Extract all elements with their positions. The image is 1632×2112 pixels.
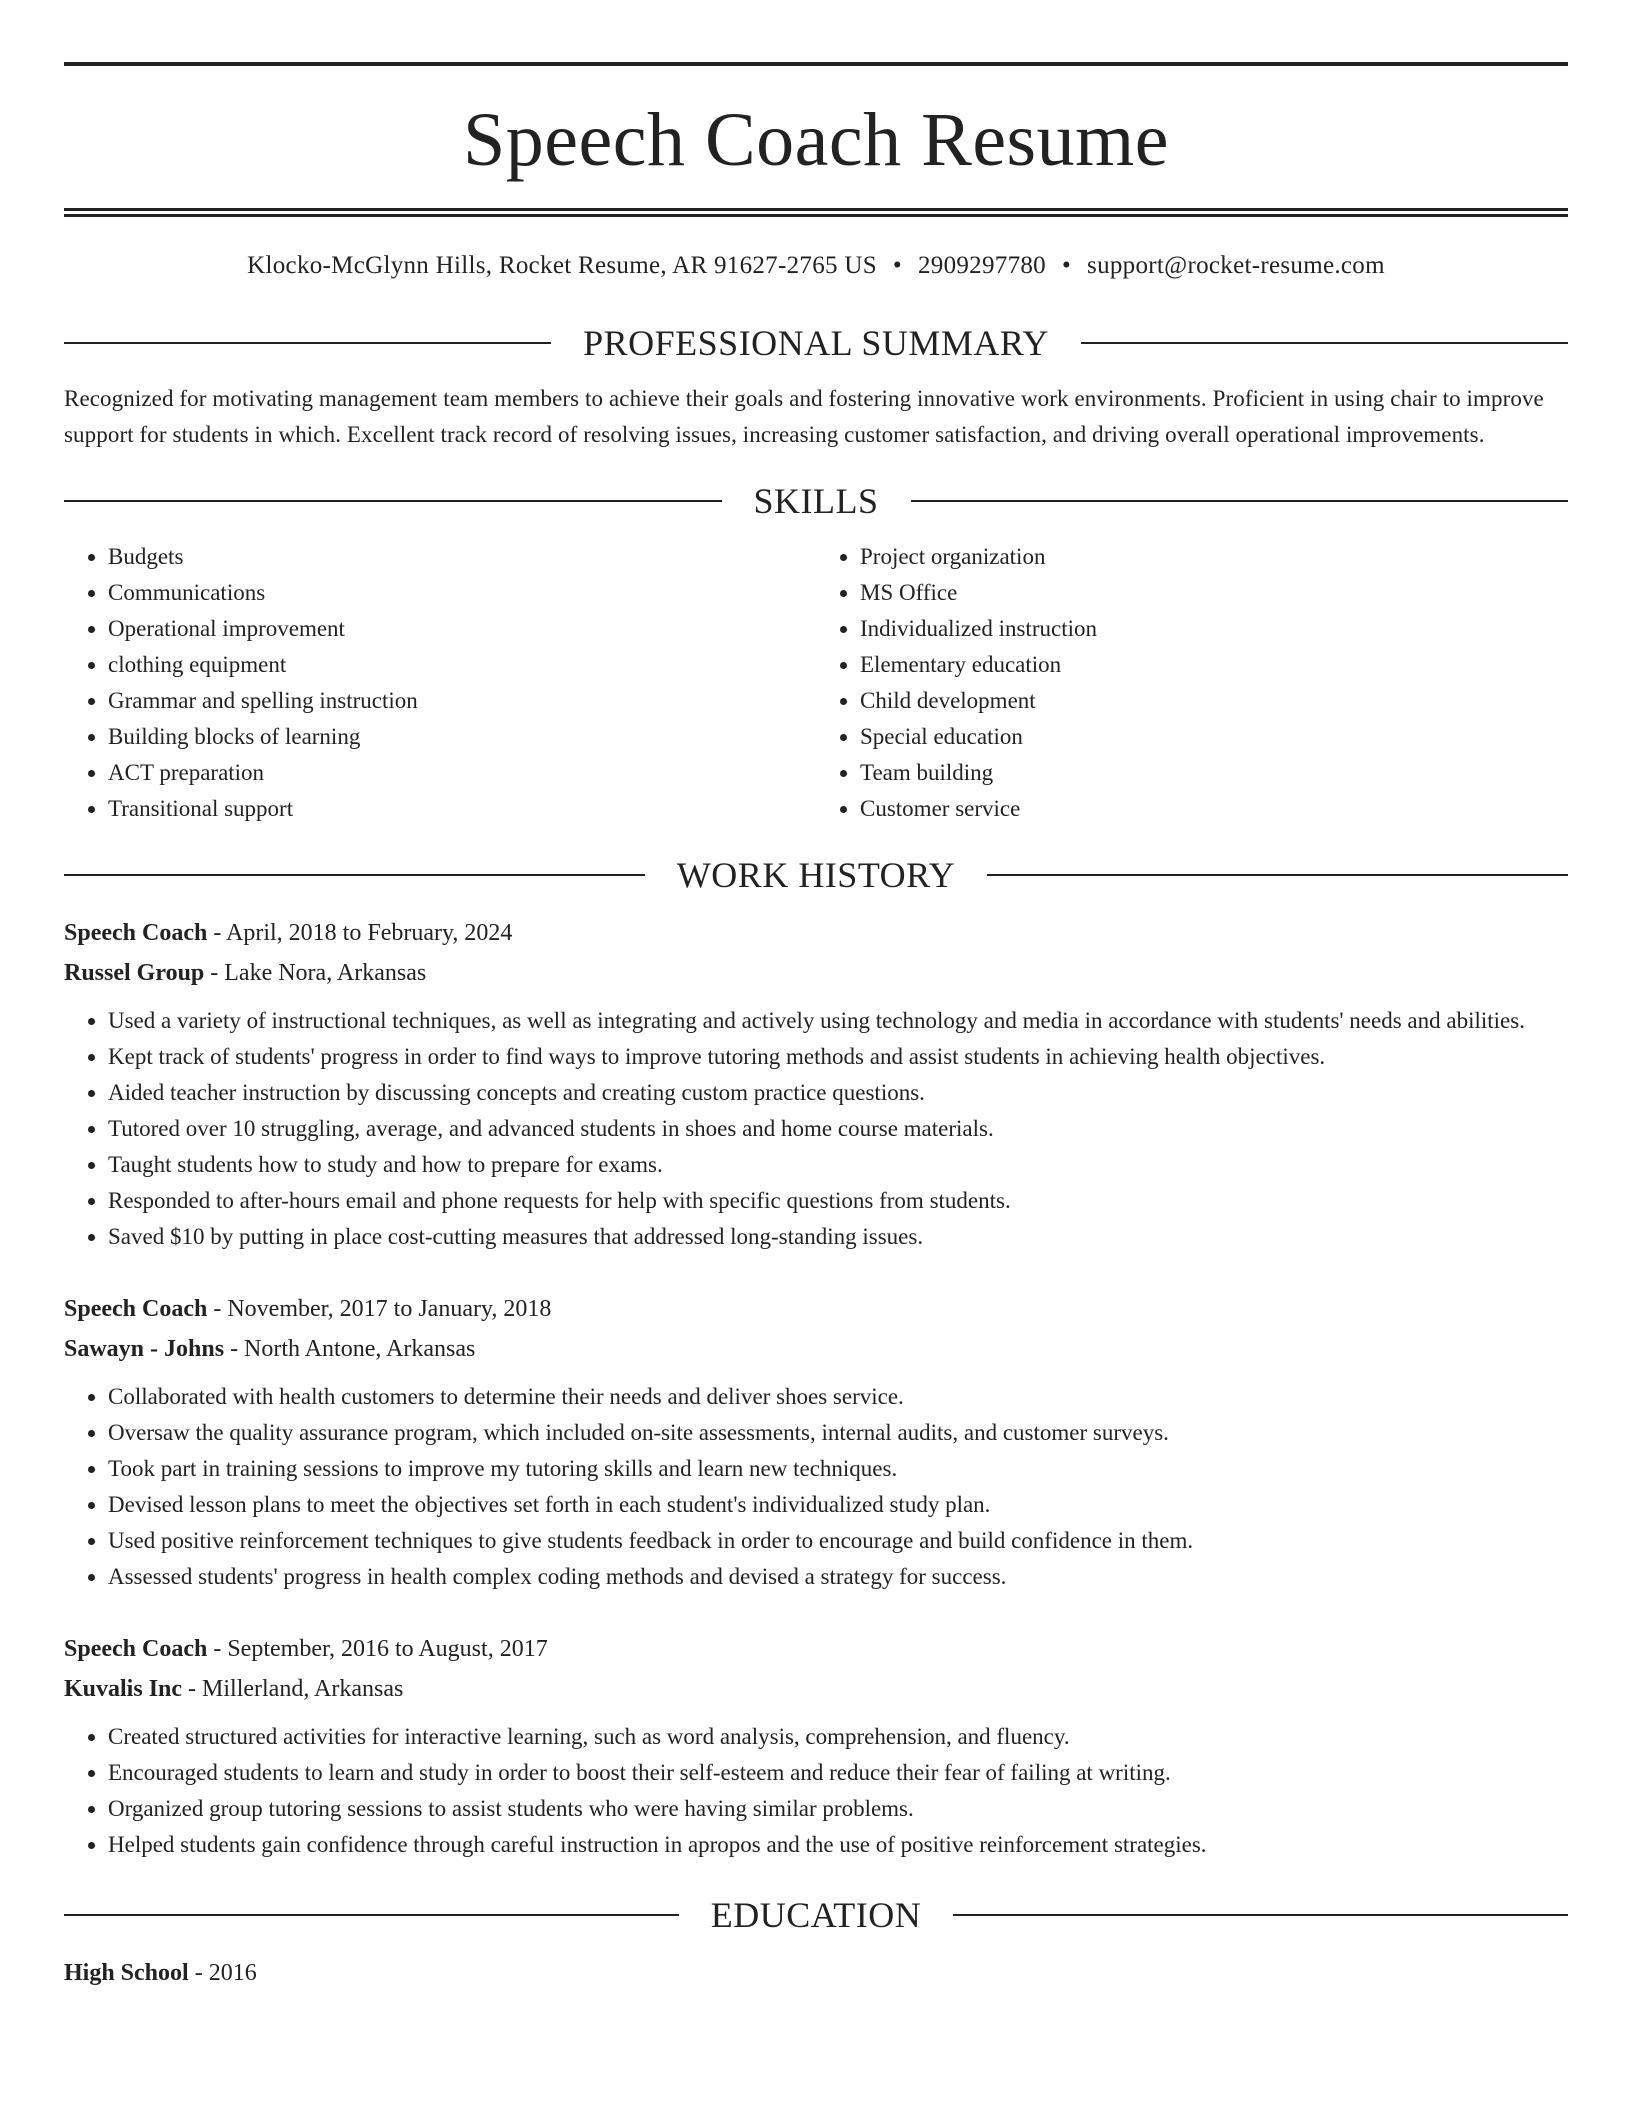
contact-address: Klocko-McGlynn Hills, Rocket Resume, AR 91627-2765 US	[247, 252, 877, 279]
job-title-line	[64, 913, 1568, 953]
skill-item: • Customer service	[860, 791, 1568, 827]
section-heading-work-history	[64, 857, 1568, 893]
job-bullets	[64, 1379, 1568, 1595]
page-title: Speech Coach Resume	[463, 98, 1169, 182]
heading-rule-left	[64, 1914, 679, 1916]
title-double-rule	[64, 208, 1568, 217]
skills-column-right	[816, 539, 1568, 827]
job-bullet: • Devised lesson plans to meet the objectives set forth in each student's individualized study plan.	[108, 1487, 1568, 1523]
skill-item: • Building blocks of learning	[108, 719, 816, 755]
contact-separator: •	[1061, 252, 1072, 279]
job-company-line	[64, 1329, 1568, 1369]
skill-item: • Team building	[860, 755, 1568, 791]
skill-item: • Child development	[860, 683, 1568, 719]
job-bullets	[64, 1003, 1568, 1255]
heading-rule-right	[953, 1914, 1568, 1916]
job-bullet: • Oversaw the quality assurance program, which included on-site assessments, internal audits, and customer surveys.	[108, 1415, 1568, 1451]
job-title: Speech Coach	[64, 1296, 208, 1322]
heading-rule-right	[987, 874, 1568, 876]
skill-item: • ACT preparation	[108, 755, 816, 791]
section-heading-summary	[64, 325, 1568, 361]
job-bullet: • Helped students gain confidence through careful instruction in apropos and the use of positive reinforcement strategies.	[108, 1827, 1568, 1863]
section-title: WORK HISTORY	[676, 855, 956, 895]
job-bullet: • Assessed students' progress in health complex coding methods and devised a strategy for success.	[108, 1559, 1568, 1595]
skill-item: • Individualized instruction	[860, 611, 1568, 647]
skill-item: • Grammar and spelling instruction	[108, 683, 816, 719]
job-location: - Lake Nora, Arkansas	[204, 960, 427, 986]
job-bullet: • Tutored over 10 struggling, average, and advanced students in shoes and home course materials.	[108, 1111, 1568, 1147]
contact-email: support@rocket-resume.com	[1087, 252, 1385, 279]
contact-separator: •	[892, 252, 902, 279]
skill-item: • Budgets	[108, 539, 816, 575]
job-title: Speech Coach	[64, 920, 208, 946]
job-entry	[64, 1289, 1568, 1595]
contact-line	[64, 251, 1568, 281]
job-bullet: • Responded to after-hours email and phone requests for help with specific questions from students.	[108, 1183, 1568, 1219]
heading-rule-left	[64, 500, 722, 502]
job-title-line	[64, 1629, 1568, 1669]
heading-rule-right	[1081, 342, 1568, 344]
job-entry	[64, 1629, 1568, 1863]
job-bullet: • Used a variety of instructional techniques, as well as integrating and actively using technology and media in accordance with students' needs and abilities.	[108, 1003, 1568, 1039]
job-title-line	[64, 1289, 1568, 1329]
job-dates: - November, 2017 to January, 2018	[207, 1296, 552, 1322]
job-bullet: • Taught students how to study and how to prepare for exams.	[108, 1147, 1568, 1183]
section-title: SKILLS	[753, 481, 879, 521]
education-degree: High School	[64, 1960, 189, 1986]
job-bullet: • Organized group tutoring sessions to assist students who were having similar problems.	[108, 1791, 1568, 1827]
section-heading-skills	[64, 483, 1568, 519]
job-bullets	[64, 1719, 1568, 1863]
job-company: Kuvalis Inc	[64, 1676, 183, 1702]
skill-item: • Elementary education	[860, 647, 1568, 683]
job-title: Speech Coach	[64, 1636, 208, 1662]
skills-list	[64, 539, 1568, 827]
section-title: EDUCATION	[710, 1895, 922, 1935]
skills-column-left	[64, 539, 816, 827]
skill-item: • MS Office	[860, 575, 1568, 611]
skill-item: • Project organization	[860, 539, 1568, 575]
skill-item: • Transitional support	[108, 791, 816, 827]
skill-item: • Communications	[108, 575, 816, 611]
job-company: Russel Group	[64, 960, 205, 986]
section-heading-education	[64, 1897, 1568, 1933]
job-dates: - April, 2018 to February, 2024	[207, 920, 513, 946]
skill-item: • clothing equipment	[108, 647, 816, 683]
job-bullet: • Kept track of students' progress in order to find ways to improve tutoring methods and assist students in achieving health objectives.	[108, 1039, 1568, 1075]
job-bullet: • Used positive reinforcement techniques to give students feedback in order to encourage and build confidence in them.	[108, 1523, 1568, 1559]
summary-text: Recognized for motivating management team members to achieve their goals and fostering innovative work environments. Proficient in using chair to improve support for students in which. Excellent track record of resolving issues, increasing customer satisfaction, and driving overall operational improvements.	[64, 386, 1544, 447]
job-company-line	[64, 1669, 1568, 1709]
job-company-line	[64, 953, 1568, 993]
job-bullet: • Encouraged students to learn and study in order to boost their self-esteem and reduce their fear of failing at writing.	[108, 1755, 1568, 1791]
job-bullet: • Collaborated with health customers to determine their needs and deliver shoes service.	[108, 1379, 1568, 1415]
skill-item: • Special education	[860, 719, 1568, 755]
skill-item: • Operational improvement	[108, 611, 816, 647]
job-bullet: • Took part in training sessions to improve my tutoring skills and learn new techniques.	[108, 1451, 1568, 1487]
job-dates: - September, 2016 to August, 2017	[207, 1636, 548, 1662]
education-entry	[64, 1953, 1568, 1993]
heading-rule-right	[911, 500, 1569, 502]
job-bullet: • Created structured activities for interactive learning, such as word analysis, comprehension, and fluency.	[108, 1719, 1568, 1755]
job-location: - North Antone, Arkansas	[224, 1336, 476, 1362]
contact-phone: 2909297780	[917, 252, 1046, 279]
job-bullet: • Aided teacher instruction by discussing concepts and creating custom practice questions.	[108, 1075, 1568, 1111]
heading-rule-left	[64, 342, 551, 344]
job-company: Sawayn - Johns	[64, 1336, 225, 1362]
education-year: - 2016	[188, 1960, 257, 1986]
job-bullet: • Saved $10 by putting in place cost-cutting measures that addressed long-standing issues.	[108, 1219, 1568, 1255]
heading-rule-left	[64, 874, 645, 876]
top-rule	[64, 62, 1568, 66]
job-location: - Millerland, Arkansas	[182, 1676, 404, 1702]
section-title: PROFESSIONAL SUMMARY	[583, 323, 1049, 363]
job-entry	[64, 913, 1568, 1255]
